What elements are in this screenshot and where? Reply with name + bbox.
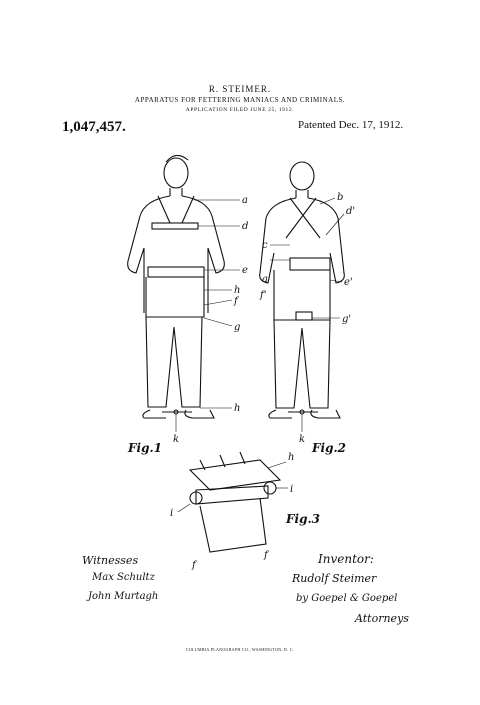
ref-a-fig2: a [262,274,268,285]
ref-g-prime: g' [342,314,352,325]
inventor-label: Inventor: [318,552,374,566]
printer-imprint: COLUMBIA PLANOGRAPH CO., WASHINGTON, D. C. [185,647,295,652]
patent-date: Patented Dec. 17, 1912. [298,119,404,131]
inventor-signature: Rudolf Steimer [292,572,377,585]
ref-h-fig3: h [288,452,295,463]
fig1-label: Fig.1 [128,441,162,455]
witness-signature-1: Max Schultz [92,572,155,583]
ref-b: b [337,192,344,203]
attorneys-label: Attorneys [355,612,409,625]
ref-c: c [262,240,268,251]
ref-f: f [234,296,238,307]
ref-g: g [234,322,241,333]
inventor-name: R. STEIMER. [208,84,272,94]
ref-f-prime: f' [260,290,267,301]
ref-f-fig3-left: f [192,560,196,571]
ref-i-right: i [290,484,294,495]
ref-h-upper: h [234,285,241,296]
ref-d-prime: d' [346,206,356,217]
patent-number: 1,047,457. [62,119,126,135]
figure-3-detail [190,452,280,552]
ref-i-left: i [170,508,174,519]
figure-2-back-view [260,162,345,418]
fig3-label: Fig.3 [286,512,320,526]
ref-e-prime: e' [344,277,353,288]
ref-d: d [242,221,249,232]
attorney-signature: by Goepel & Goepel [296,593,398,604]
witness-signature-2: John Murtagh [88,591,159,602]
figure-1-front-view [128,155,225,418]
ref-e: e [242,265,248,276]
ref-k-fig2: k [299,434,306,445]
witnesses-label: Witnesses [82,554,139,567]
application-filed: APPLICATION FILED JUNE 25, 1912. [185,107,295,113]
ref-k-fig1: k [173,434,180,445]
ref-a: a [242,195,248,206]
patent-title: APPARATUS FOR FETTERING MANIACS AND CRIMINALS. [134,96,346,104]
ref-f-fig3-right: f [264,550,268,561]
ref-h-lower: h [234,403,241,414]
fig2-label: Fig.2 [312,441,346,455]
